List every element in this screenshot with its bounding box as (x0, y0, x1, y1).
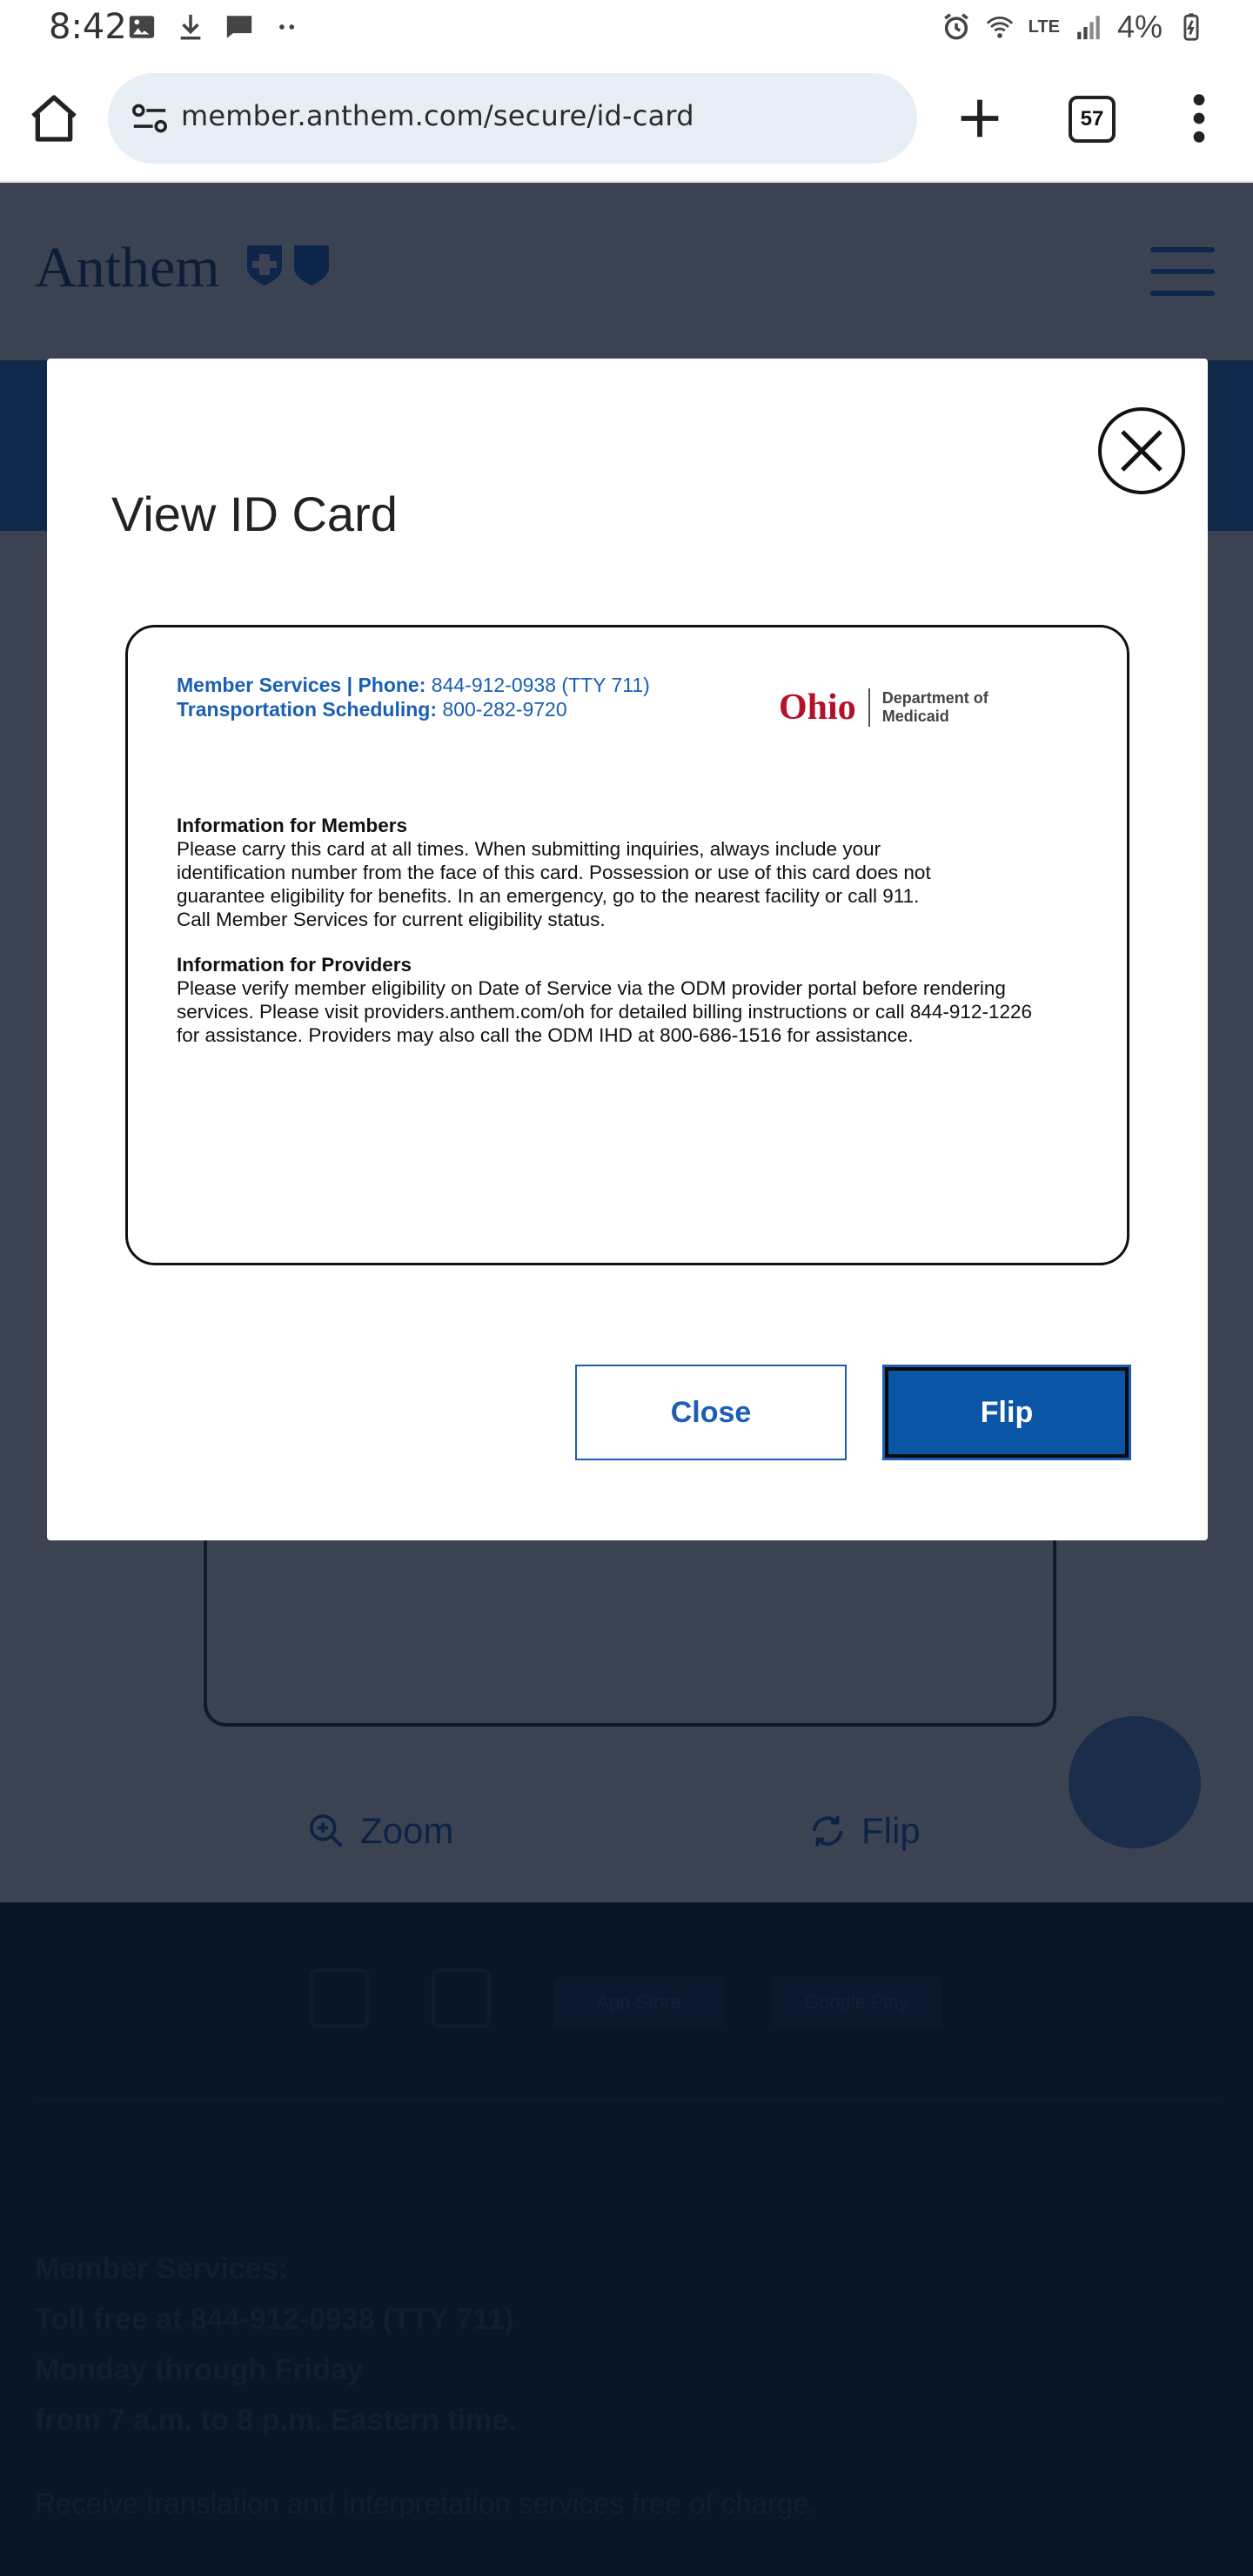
system-icons (941, 9, 1206, 45)
ohio-logo-word: Ohio (779, 688, 856, 728)
status-time: 8:42 (49, 7, 127, 47)
transport-phone: 800-282-9720 (442, 698, 567, 721)
ohio-dept-line: Department of (881, 689, 988, 707)
status-bar (0, 0, 1253, 56)
notification-icons (127, 12, 303, 42)
providers-line: services. Please visit providers.anthem.com/oh for detailed billing instructions or call 844-912-1226 (177, 1001, 1032, 1023)
new-tab-icon[interactable] (952, 91, 1008, 146)
close-button[interactable]: Close (575, 1365, 847, 1460)
id-card-back (125, 625, 1129, 1265)
member-services-phone: 844-912-0938 (TTY 711) (431, 674, 650, 696)
more-dots-icon (273, 12, 303, 42)
logo-separator (868, 688, 870, 727)
overflow-menu-icon[interactable] (1185, 91, 1213, 146)
ohio-medicaid-logo (779, 687, 988, 728)
providers-heading: Information for Providers (177, 954, 412, 976)
image-icon (127, 12, 157, 42)
providers-line: for assistance. Providers may also call the ODM IHD at 800-686-1516 for assistance. (177, 1024, 914, 1046)
members-heading: Information for Members (177, 815, 408, 836)
view-id-card-modal (47, 359, 1208, 1540)
tab-switcher-button[interactable]: 57 (1069, 96, 1116, 143)
ohio-dept-line: Medicaid (881, 708, 949, 725)
battery-percent: 4% (1116, 9, 1163, 44)
card-contact-lines (177, 673, 650, 721)
browser-toolbar (0, 56, 1253, 183)
address-bar[interactable] (108, 73, 917, 164)
members-line: guarantee eligibility for benefits. In an emergency, go to the nearest facility or call 911. (177, 885, 920, 907)
modal-title: View ID Card (111, 486, 398, 541)
url-text[interactable]: member.anthem.com/secure/id-card (181, 99, 694, 132)
providers-line: Please verify member eligibility on Date of Service via the ODM provider portal before rendering (177, 977, 1006, 999)
download-icon (176, 12, 205, 42)
home-icon[interactable] (26, 91, 82, 146)
members-line: identification number from the face of this card. Possession or use of this card does not (177, 862, 931, 883)
members-line: Call Member Services for current eligibility status. (177, 909, 606, 930)
ohio-dept-name (882, 689, 988, 726)
message-icon (224, 12, 254, 42)
transport-label: Transportation Scheduling: (177, 698, 438, 721)
wifi-icon (985, 12, 1015, 42)
alarm-icon (941, 12, 971, 42)
members-line: Please carry this card at all times. When submitting inquiries, always include your (177, 838, 881, 860)
close-icon (1102, 411, 1182, 491)
signal-icon (1074, 12, 1103, 42)
flip-button[interactable]: Flip (882, 1365, 1131, 1460)
providers-info (177, 953, 1099, 1047)
member-services-label: Member Services | Phone: (177, 674, 426, 696)
site-settings-icon[interactable] (131, 101, 169, 136)
network-type: LTE (1028, 17, 1060, 37)
members-info (177, 814, 1099, 931)
close-modal-button[interactable] (1098, 407, 1185, 494)
battery-charging-icon (1176, 12, 1206, 42)
